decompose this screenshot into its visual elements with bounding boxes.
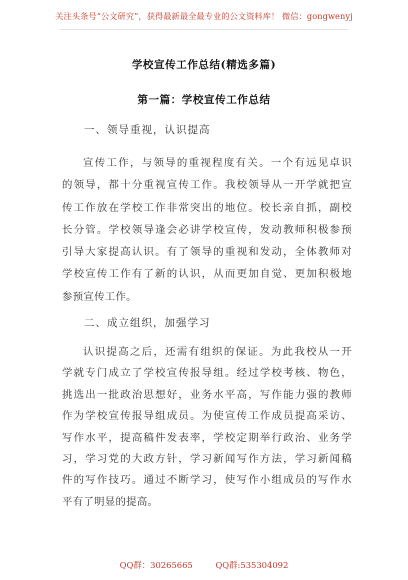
paragraph-2-line: 写作水平，提高稿件发表率，学校定期举行政治、业务学: [62, 431, 352, 444]
footer-qq-group-1: QQ群：30265665: [119, 560, 193, 570]
paragraph-2-line: 学就专门成立了学校宣传报导组。经过学校考核、物色，: [62, 367, 352, 380]
paragraph-2-line: 认识提高之后，还需有组织的保证。为此我校从一开: [83, 346, 352, 358]
footer-qq-group-2: QQ群:535304092: [215, 560, 289, 570]
heading-2: 二、成立组织，加强学习: [84, 317, 211, 329]
section-title: 第一篇：学校宣传工作总结: [137, 94, 271, 106]
paragraph-2: [62, 342, 352, 513]
paragraph-1-line: 学校宣传工作有了新的认识，从而更加自觉、更加积极地: [62, 268, 352, 281]
paragraph-2-line: 习，学习党的大政方针，学习新闻写作方法，学习新闻稿: [62, 452, 352, 465]
paragraph-2-line: 作为学校宣传报导组成员。为使宣传工作成员提高采访、: [62, 410, 352, 423]
paragraph-2-line: 件的写作技巧。通过不断学习，使写作小组成员的写作水: [62, 474, 352, 487]
page-header-promo: 关注头条号“公文研究”，获得最新最全最专业的公文资料库！ 微信：gongwenyj: [55, 11, 353, 21]
paragraph-2-line: 挑选出一批政治思想好，业务水平高，写作能力强的教师: [62, 388, 352, 401]
paragraph-2-line: 平有了明显的提高。: [62, 495, 159, 508]
paragraph-1: [62, 152, 352, 308]
header-divider: [60, 29, 348, 30]
heading-1: 一、领导重视，认识提高: [84, 124, 211, 136]
paragraph-1-line: 的领导，都十分重视宣传工作。我校领导从一开学就把宣: [62, 179, 352, 192]
page-footer: [0, 559, 408, 571]
paragraph-1-line: 传工作放在学校工作非常突出的地位。校长亲自抓，副校: [62, 201, 352, 214]
paragraph-1-line: 参预宣传工作。: [62, 290, 137, 303]
document-title: 学校宣传工作总结(精选多篇): [131, 59, 277, 71]
paragraph-1-line: 宣传工作，与领导的重视程度有关。一个有远见卓识: [83, 157, 352, 169]
paragraph-1-line: 长分管。学校领导逢会必讲学校宣传，发动教师积极参预: [62, 223, 352, 236]
paragraph-1-line: 引导大家提高认识。有了领导的重视和发动，全体教师对: [62, 246, 352, 259]
